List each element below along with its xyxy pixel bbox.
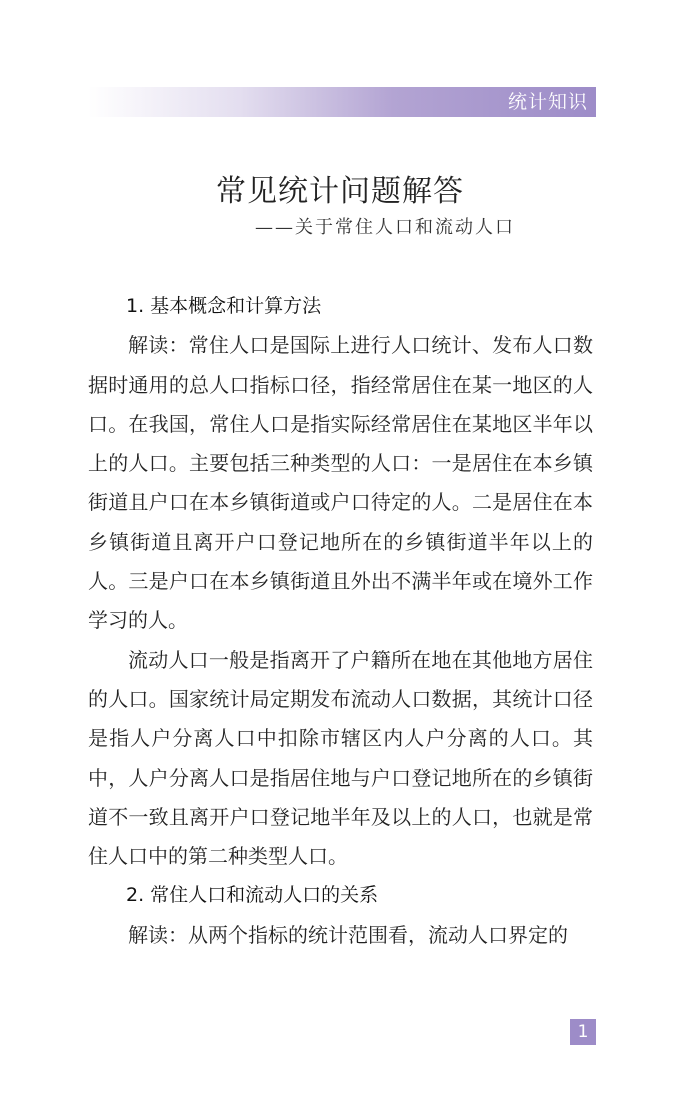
section-heading-2: 2. 常住人口和流动人口的关系 xyxy=(126,884,379,907)
page-number: 1 xyxy=(570,1019,596,1045)
paragraph-3: 解读：从两个指标的统计范围看，流动人口界定的 xyxy=(128,922,568,947)
article-subtitle: ——关于常住人口和流动人口 xyxy=(255,217,515,238)
section-label: 统计知识 xyxy=(507,91,588,113)
article-body xyxy=(88,287,593,955)
article-title: 常见统计问题解答 xyxy=(216,174,464,209)
paragraph-1: 解读：常住人口是国际上进行人口统计、发布人口数据时通用的总人口指标口径，指经常居住在某一地区的人口。在我国，常住人口是指实际经常居住在某地区半年以上的人口。主要包括三种类型的人口：一是居住在本乡镇街道且户口在本乡镇街道或户口待定的人。二是居住在本乡镇街道且离开户口登记地所在的乡镇街道半年以上的人。三是户口在本乡镇街道且外出不满半年或在境外工作学习的人。 xyxy=(88,333,593,633)
section-heading-1: 1. 基本概念和计算方法 xyxy=(126,295,322,317)
paragraph-2: 流动人口一般是指离开了户籍所在地在其他地方居住的人口。国家统计局定期发布流动人口数据，其统计口径是指人户分离人口中扣除市辖区内人户分离的人口。其中，人户分离人口是指居住地与户口登记地所在的乡镇街道不一致且离开户口登记地半年及以上的人口，也就是常住人口中的第二种类型人口。 xyxy=(88,647,593,869)
section-header-band xyxy=(88,87,596,117)
